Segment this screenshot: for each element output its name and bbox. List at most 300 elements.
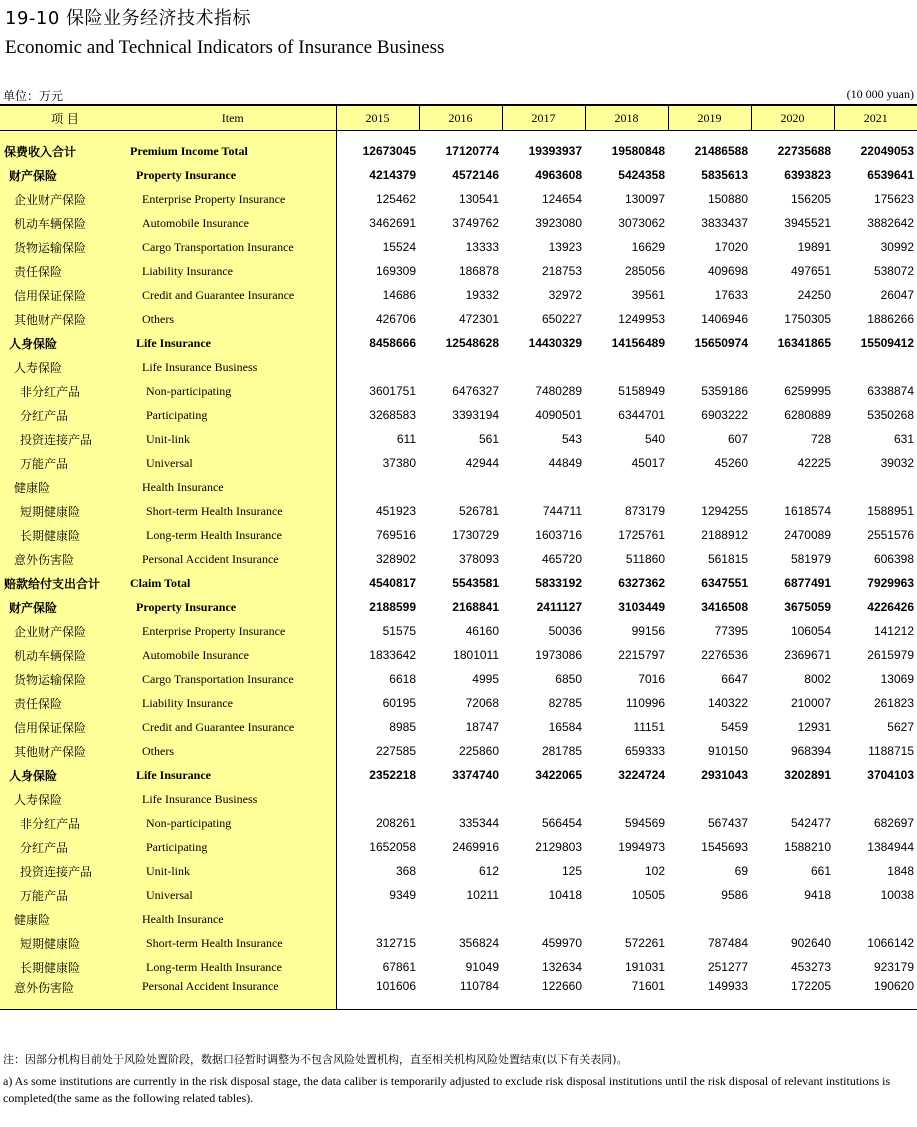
cell-value: 6347551	[701, 576, 748, 590]
row-label-en: Liability Insurance	[130, 691, 336, 715]
cell-value: 6647	[721, 672, 748, 686]
cell-value: 2615979	[867, 648, 914, 662]
table-row	[0, 403, 917, 427]
cell-value	[751, 355, 834, 379]
cell-value: 1294255	[701, 504, 748, 518]
cell-value: 873179	[624, 504, 665, 518]
row-label-en: Participating	[130, 835, 336, 859]
cell-value: 5627	[887, 720, 914, 734]
row-label-en: Short-term Health Insurance	[130, 499, 336, 523]
cell-value: 511860	[625, 552, 665, 566]
cell-value: 2470089	[784, 528, 831, 542]
cell-value: 6903222	[701, 408, 748, 422]
row-label-cn: 投资连接产品	[0, 427, 130, 451]
cell-value: 902640	[790, 936, 831, 950]
cell-value: 8458666	[369, 336, 416, 350]
cell-value: 122660	[502, 979, 585, 1010]
cell-value: 5158949	[618, 384, 665, 398]
row-label-cn: 万能产品	[0, 451, 130, 475]
row-label-cn: 长期健康险	[0, 523, 130, 547]
cell-value: 2352218	[369, 768, 416, 782]
cell-value	[751, 787, 834, 811]
cell-value: 130541	[458, 192, 499, 206]
cell-value: 125	[561, 864, 582, 878]
cell-value: 72068	[465, 696, 499, 710]
cell-value: 8002	[804, 672, 831, 686]
cell-value	[585, 355, 668, 379]
cell-value	[668, 907, 751, 931]
row-label-cn: 赔款给付支出合计	[0, 571, 130, 595]
row-label-en: Universal	[130, 451, 336, 475]
cell-value: 606398	[873, 552, 914, 566]
cell-value: 378093	[458, 552, 499, 566]
cell-value: 6338874	[867, 384, 914, 398]
cell-value: 4540817	[369, 576, 416, 590]
cell-value: 3202891	[784, 768, 831, 782]
row-label-cn: 长期健康险	[0, 955, 130, 979]
row-label-cn: 责任保险	[0, 691, 130, 715]
row-label-cn: 健康险	[0, 475, 130, 499]
table-row	[0, 715, 917, 739]
row-label-cn: 货物运输保险	[0, 235, 130, 259]
cell-value: 2276536	[701, 648, 748, 662]
row-label-en: Automobile Insurance	[130, 643, 336, 667]
cell-value: 46160	[465, 624, 499, 638]
table-row	[0, 595, 917, 619]
cell-value: 3073062	[618, 216, 665, 230]
cell-value: 4214379	[369, 168, 416, 182]
cell-value: 1886266	[867, 312, 914, 326]
cell-value: 5835613	[701, 168, 748, 182]
cell-value: 2551576	[867, 528, 914, 542]
cell-value: 71601	[585, 979, 668, 1010]
cell-value: 19393937	[528, 144, 582, 158]
row-label-cn: 机动车辆保险	[0, 643, 130, 667]
row-label-cn: 财产保险	[0, 595, 130, 619]
table-row	[0, 907, 917, 931]
cell-value: 15524	[382, 240, 416, 254]
cell-value: 3675059	[784, 600, 831, 614]
cell-value: 538072	[873, 264, 914, 278]
cell-value: 3923080	[535, 216, 582, 230]
row-label-en: Property Insurance	[130, 595, 336, 619]
row-label-en: Participating	[130, 403, 336, 427]
cell-value	[336, 907, 419, 931]
cell-value: 19891	[797, 240, 831, 254]
row-label-en: Health Insurance	[130, 475, 336, 499]
cell-value: 3945521	[784, 216, 831, 230]
row-label-cn: 投资连接产品	[0, 859, 130, 883]
cell-value: 9586	[721, 888, 748, 902]
table-row	[0, 619, 917, 643]
row-label-en: Long-term Health Insurance	[130, 523, 336, 547]
cell-value: 10038	[880, 888, 914, 902]
table-row	[0, 763, 917, 787]
cell-value: 409698	[707, 264, 748, 278]
cell-value: 17120774	[445, 144, 499, 158]
cell-value: 26047	[880, 288, 914, 302]
cell-value	[834, 355, 917, 379]
unit-label-cn: 单位：万元	[3, 89, 64, 103]
table-row	[0, 187, 917, 211]
row-label-en: Automobile Insurance	[130, 211, 336, 235]
cell-value: 210007	[790, 696, 831, 710]
table-row	[0, 811, 917, 835]
cell-value: 18747	[465, 720, 499, 734]
cell-value: 612	[478, 864, 499, 878]
cell-value: 50036	[548, 624, 582, 638]
row-label-cn: 意外伤害险	[0, 547, 130, 571]
cell-value	[419, 355, 502, 379]
cell-value	[502, 355, 585, 379]
row-label-en: Life Insurance	[130, 763, 336, 787]
cell-value: 968394	[790, 744, 831, 758]
cell-value: 21486588	[694, 144, 748, 158]
cell-value: 368	[395, 864, 416, 878]
cell-value: 451923	[375, 504, 416, 518]
cell-value	[336, 475, 419, 499]
cell-value: 1750305	[784, 312, 831, 326]
cell-value: 5350268	[867, 408, 914, 422]
cell-value: 2129803	[535, 840, 582, 854]
cell-value	[834, 475, 917, 499]
cell-value: 15650974	[694, 336, 748, 350]
cell-value: 3462691	[369, 216, 416, 230]
cell-value: 5833192	[535, 576, 582, 590]
cell-value: 3882642	[867, 216, 914, 230]
table-row	[0, 283, 917, 307]
row-label-en: Cargo Transportation Insurance	[130, 667, 336, 691]
cell-value: 45260	[714, 456, 748, 470]
cell-value: 769516	[375, 528, 416, 542]
cell-value: 281785	[541, 744, 582, 758]
row-label-cn: 企业财产保险	[0, 619, 130, 643]
row-label-en: Cargo Transportation Insurance	[130, 235, 336, 259]
cell-value: 5459	[721, 720, 748, 734]
row-label-cn: 货物运输保险	[0, 667, 130, 691]
cell-value: 3833437	[701, 216, 748, 230]
cell-value	[834, 907, 917, 931]
row-label-cn: 保费收入合计	[0, 139, 130, 163]
cell-value: 16629	[631, 240, 665, 254]
cell-value: 8985	[389, 720, 416, 734]
cell-value: 37380	[382, 456, 416, 470]
cell-value: 540	[644, 432, 665, 446]
row-label-cn: 信用保证保险	[0, 715, 130, 739]
cell-value: 102	[644, 864, 665, 878]
cell-value: 3704103	[867, 768, 914, 782]
cell-value: 426706	[375, 312, 416, 326]
cell-value: 191031	[624, 960, 665, 974]
cell-value: 69	[734, 864, 748, 878]
row-label-cn: 短期健康险	[0, 499, 130, 523]
page-title-cn: 19-10 保险业务经济技术指标	[5, 8, 252, 29]
cell-value: 99156	[631, 624, 665, 638]
cell-value: 6393823	[784, 168, 831, 182]
cell-value: 13923	[548, 240, 582, 254]
cell-value: 10418	[548, 888, 582, 902]
row-label-cn: 企业财产保险	[0, 187, 130, 211]
cell-value: 542477	[790, 816, 831, 830]
header-year: 2015	[336, 105, 419, 131]
cell-value: 2168841	[452, 600, 499, 614]
cell-value: 3103449	[618, 600, 665, 614]
table-row	[0, 235, 917, 259]
cell-value: 459970	[541, 936, 582, 950]
cell-value: 261823	[873, 696, 914, 710]
cell-value: 14686	[382, 288, 416, 302]
table-row	[0, 691, 917, 715]
cell-value: 1801011	[453, 648, 499, 662]
cell-value: 130097	[624, 192, 665, 206]
row-label-en: Life Insurance Business	[130, 355, 336, 379]
cell-value: 631	[893, 432, 914, 446]
header-year: 2020	[751, 105, 834, 131]
row-label-cn: 人身保险	[0, 331, 130, 355]
cell-value	[419, 787, 502, 811]
row-label-cn: 其他财产保险	[0, 739, 130, 763]
row-label-cn: 非分红产品	[0, 379, 130, 403]
cell-value: 218753	[541, 264, 582, 278]
cell-value: 225860	[458, 744, 499, 758]
cell-value: 465720	[541, 552, 582, 566]
row-label-en: Credit and Guarantee Insurance	[130, 283, 336, 307]
cell-value	[668, 787, 751, 811]
cell-value: 526781	[458, 504, 499, 518]
cell-value: 24250	[797, 288, 831, 302]
cell-value: 5543581	[452, 576, 499, 590]
row-label-en: Unit-link	[130, 859, 336, 883]
cell-value: 186878	[458, 264, 499, 278]
cell-value: 42225	[797, 456, 831, 470]
cell-value: 3374740	[452, 768, 499, 782]
page-title-en: Economic and Technical Indicators of Insurance Business	[5, 37, 445, 58]
cell-value: 2411127	[536, 600, 582, 614]
cell-value: 1652058	[369, 840, 416, 854]
cell-value: 13333	[465, 240, 499, 254]
cell-value: 356824	[458, 936, 499, 950]
cell-value: 110996	[625, 696, 665, 710]
row-label-en: Unit-link	[130, 427, 336, 451]
cell-value: 32972	[548, 288, 582, 302]
cell-value	[585, 907, 668, 931]
cell-value: 561	[478, 432, 499, 446]
cell-value: 6327362	[618, 576, 665, 590]
cell-value: 6618	[389, 672, 416, 686]
row-label-en: Claim Total	[130, 571, 336, 595]
table-row	[0, 475, 917, 499]
cell-value: 124654	[541, 192, 582, 206]
cell-value: 60195	[382, 696, 416, 710]
cell-value	[585, 475, 668, 499]
cell-value: 572261	[624, 936, 665, 950]
cell-value: 659333	[624, 744, 665, 758]
cell-value: 1833642	[369, 648, 416, 662]
cell-value: 650227	[541, 312, 582, 326]
cell-value: 1618574	[784, 504, 831, 518]
cell-value: 2188912	[701, 528, 748, 542]
cell-value: 6539641	[867, 168, 914, 182]
row-label-en: Short-term Health Insurance	[130, 931, 336, 955]
table-row	[0, 451, 917, 475]
row-label-cn: 分红产品	[0, 403, 130, 427]
cell-value: 12673045	[362, 144, 416, 158]
row-label-en: Non-participating	[130, 811, 336, 835]
cell-value: 4090501	[535, 408, 582, 422]
cell-value: 45017	[631, 456, 665, 470]
cell-value	[502, 787, 585, 811]
cell-value: 6280889	[784, 408, 831, 422]
row-label-en: Enterprise Property Insurance	[130, 619, 336, 643]
cell-value: 4995	[472, 672, 499, 686]
cell-value: 22735688	[777, 144, 831, 158]
cell-value: 567437	[707, 816, 748, 830]
row-label-en: Life Insurance	[130, 331, 336, 355]
cell-value: 728	[810, 432, 831, 446]
row-label-cn: 信用保证保险	[0, 283, 130, 307]
table-row	[0, 163, 917, 187]
cell-value: 3224724	[618, 768, 665, 782]
cell-value: 3601751	[369, 384, 416, 398]
cell-value: 1730729	[452, 528, 499, 542]
indicators-table	[0, 104, 917, 1010]
header-item-en: Item	[130, 105, 336, 131]
cell-value: 1384944	[867, 840, 914, 854]
cell-value: 923179	[873, 960, 914, 974]
table-row	[0, 523, 917, 547]
row-label-cn: 分红产品	[0, 835, 130, 859]
cell-value: 335344	[458, 816, 499, 830]
table-row	[0, 571, 917, 595]
cell-value: 7929963	[867, 576, 914, 590]
cell-value: 1066142	[867, 936, 914, 950]
row-label-cn: 意外伤害险	[0, 979, 130, 1010]
cell-value: 4226426	[867, 600, 914, 614]
table-row	[0, 979, 917, 1010]
row-label-cn: 机动车辆保险	[0, 211, 130, 235]
cell-value: 285056	[624, 264, 665, 278]
cell-value: 453273	[790, 960, 831, 974]
table-row	[0, 379, 917, 403]
cell-value	[419, 907, 502, 931]
cell-value: 140322	[707, 696, 748, 710]
row-label-cn: 人寿保险	[0, 355, 130, 379]
cell-value: 10505	[631, 888, 665, 902]
cell-value: 149933	[668, 979, 751, 1010]
cell-value: 12931	[797, 720, 831, 734]
cell-value: 30992	[880, 240, 914, 254]
cell-value: 14156489	[611, 336, 665, 350]
row-label-en: Life Insurance Business	[130, 787, 336, 811]
row-label-en: Premium Income Total	[130, 139, 336, 163]
cell-value: 1249953	[618, 312, 665, 326]
footnote-en: a) As some institutions are currently in the risk disposal stage, the data caliber is temporarily adjusted to exclude risk disposal institutions until the risk disposal of relevant institutions is completed(the same as the following related tables).	[3, 1074, 891, 1105]
row-label-cn: 人寿保险	[0, 787, 130, 811]
cell-value: 9349	[389, 888, 416, 902]
table-row	[0, 259, 917, 283]
table-row	[0, 331, 917, 355]
cell-value: 2369671	[784, 648, 831, 662]
cell-value	[502, 907, 585, 931]
cell-value: 101606	[336, 979, 419, 1010]
row-label-cn: 健康险	[0, 907, 130, 931]
cell-value: 543	[561, 432, 582, 446]
table-row	[0, 931, 917, 955]
table-header-row	[0, 105, 917, 131]
cell-value: 4963608	[535, 168, 582, 182]
header-year: 2016	[419, 105, 502, 131]
row-label-en: Non-participating	[130, 379, 336, 403]
table-row	[0, 955, 917, 979]
cell-value: 17633	[714, 288, 748, 302]
cell-value: 1406946	[701, 312, 748, 326]
cell-value: 175623	[873, 192, 914, 206]
cell-value: 328902	[375, 552, 416, 566]
cell-value: 1725761	[618, 528, 665, 542]
cell-value: 1545693	[701, 840, 748, 854]
row-label-cn: 万能产品	[0, 883, 130, 907]
header-year: 2019	[668, 105, 751, 131]
table-row	[0, 355, 917, 379]
header-year: 2021	[834, 105, 917, 131]
cell-value: 169309	[375, 264, 416, 278]
cell-value: 611	[396, 432, 416, 446]
cell-value: 190620	[834, 979, 917, 1010]
cell-value: 661	[810, 864, 831, 878]
cell-value: 17020	[714, 240, 748, 254]
cell-value: 1848	[887, 864, 914, 878]
row-label-en: Liability Insurance	[130, 259, 336, 283]
cell-value: 1588210	[784, 840, 831, 854]
cell-value: 5424358	[618, 168, 665, 182]
cell-value: 42944	[465, 456, 499, 470]
cell-value: 67861	[382, 960, 416, 974]
cell-value: 3268583	[369, 408, 416, 422]
cell-value	[336, 355, 419, 379]
table-row	[0, 547, 917, 571]
cell-value: 227585	[375, 744, 416, 758]
cell-value: 3422065	[535, 768, 582, 782]
table-row	[0, 139, 917, 163]
cell-value: 2188599	[369, 600, 416, 614]
cell-value: 1188715	[868, 744, 914, 758]
row-label-en: Universal	[130, 883, 336, 907]
cell-value: 787484	[707, 936, 748, 950]
cell-value: 594569	[624, 816, 665, 830]
cell-value: 51575	[382, 624, 416, 638]
cell-value: 44849	[548, 456, 582, 470]
cell-value: 566454	[541, 816, 582, 830]
table-row	[0, 667, 917, 691]
cell-value	[751, 907, 834, 931]
cell-value	[751, 475, 834, 499]
row-label-en: Property Insurance	[130, 163, 336, 187]
cell-value: 607	[727, 432, 748, 446]
cell-value: 15509412	[860, 336, 914, 350]
cell-value: 141212	[873, 624, 914, 638]
cell-value: 156205	[790, 192, 831, 206]
cell-value: 1603716	[535, 528, 582, 542]
cell-value: 682697	[873, 816, 914, 830]
cell-value: 581979	[790, 552, 831, 566]
row-label-en: Personal Accident Insurance	[130, 547, 336, 571]
cell-value: 744711	[542, 504, 582, 518]
table-row	[0, 499, 917, 523]
cell-value: 1588951	[867, 504, 914, 518]
cell-value: 7480289	[535, 384, 582, 398]
cell-value: 2469916	[452, 840, 499, 854]
cell-value: 12548628	[445, 336, 499, 350]
